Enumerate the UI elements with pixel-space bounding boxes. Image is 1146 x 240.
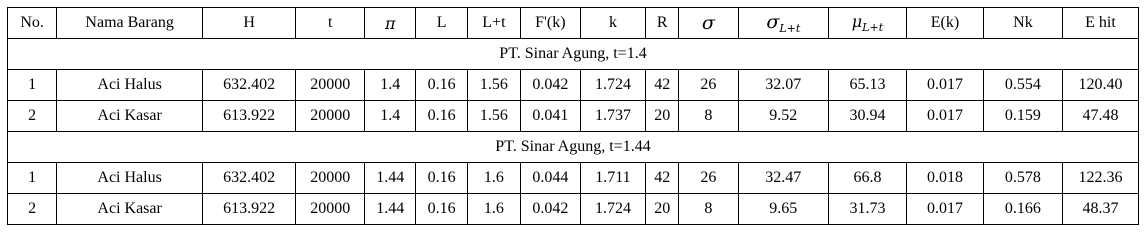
header-h: H	[202, 8, 295, 39]
cell-t: 20000	[296, 163, 365, 194]
cell-nama: Aci Kasar	[57, 194, 203, 225]
section-title: PT. Sinar Agung, t=1.44	[8, 132, 1139, 163]
cell-h: 632.402	[202, 70, 295, 101]
cell-no: 1	[8, 70, 57, 101]
cell-fk: 0.042	[521, 70, 581, 101]
cell-pi: 1.44	[365, 163, 416, 194]
cell-sigma-lt: 32.47	[738, 163, 828, 194]
cell-mu-lt: 31.73	[828, 194, 906, 225]
cell-lt: 1.6	[467, 163, 520, 194]
cell-sigma: 8	[679, 101, 739, 132]
cell-sigma: 26	[679, 70, 739, 101]
header-sigma-l-plus-t	[738, 8, 828, 39]
cell-t: 20000	[296, 101, 365, 132]
cell-mu-lt: 66.8	[828, 163, 906, 194]
cell-ek: 0.017	[906, 194, 983, 225]
cell-l: 0.16	[416, 163, 467, 194]
cell-k: 1.724	[580, 194, 646, 225]
cell-ehit: 48.37	[1062, 194, 1138, 225]
cell-l: 0.16	[416, 101, 467, 132]
header-e-k: E(k)	[906, 8, 983, 39]
table-row	[8, 101, 1139, 132]
header-nk: Nk	[983, 8, 1062, 39]
cell-fk: 0.044	[521, 163, 581, 194]
mu-symbol: μ	[851, 12, 863, 31]
cell-nk: 0.159	[983, 101, 1062, 132]
cell-mu-lt: 65.13	[828, 70, 906, 101]
header-k: k	[580, 8, 646, 39]
cell-l: 0.16	[416, 70, 467, 101]
section-title: PT. Sinar Agung, t=1.4	[8, 39, 1139, 70]
cell-mu-lt: 30.94	[828, 101, 906, 132]
cell-h: 613.922	[202, 101, 295, 132]
cell-h: 613.922	[202, 194, 295, 225]
cell-nk: 0.578	[983, 163, 1062, 194]
cell-no: 2	[8, 194, 57, 225]
cell-ek: 0.017	[906, 101, 983, 132]
cell-r: 20	[646, 101, 679, 132]
cell-h: 632.402	[202, 163, 295, 194]
cell-sigma-lt: 9.52	[738, 101, 828, 132]
cell-lt: 1.6	[467, 194, 520, 225]
header-sigma: σ	[679, 8, 739, 39]
cell-t: 20000	[296, 70, 365, 101]
header-f-prime-k: F'(k)	[521, 8, 581, 39]
header-mu-l-plus-t	[828, 8, 906, 39]
cell-ek: 0.018	[906, 163, 983, 194]
cell-ehit: 47.48	[1062, 101, 1138, 132]
table-row	[8, 163, 1139, 194]
cell-nama: Aci Kasar	[57, 101, 203, 132]
cell-fk: 0.042	[521, 194, 581, 225]
cell-lt: 1.56	[467, 70, 520, 101]
section-title-row	[8, 132, 1139, 163]
sigma-subscript: L+t	[779, 22, 801, 35]
cell-nk: 0.166	[983, 194, 1062, 225]
table-row	[8, 70, 1139, 101]
cell-pi: 1.4	[365, 101, 416, 132]
cell-sigma-lt: 9.65	[738, 194, 828, 225]
header-row	[8, 8, 1139, 39]
cell-k: 1.711	[580, 163, 646, 194]
sigma-symbol: σ	[766, 11, 780, 33]
cell-pi: 1.44	[365, 194, 416, 225]
section-title-row	[8, 39, 1139, 70]
results-table	[7, 7, 1139, 225]
header-pi: π	[365, 8, 416, 39]
cell-pi: 1.4	[365, 70, 416, 101]
cell-nk: 0.554	[983, 70, 1062, 101]
cell-sigma: 26	[679, 163, 739, 194]
cell-r: 20	[646, 194, 679, 225]
header-r: R	[646, 8, 679, 39]
header-l-plus-t: L+t	[467, 8, 520, 39]
header-e-hit: E hit	[1062, 8, 1138, 39]
header-l: L	[416, 8, 467, 39]
cell-nama: Aci Halus	[57, 163, 203, 194]
cell-sigma-lt: 32.07	[738, 70, 828, 101]
cell-nama: Aci Halus	[57, 70, 203, 101]
cell-k: 1.724	[580, 70, 646, 101]
cell-ehit: 122.36	[1062, 163, 1138, 194]
cell-ehit: 120.40	[1062, 70, 1138, 101]
table-row	[8, 194, 1139, 225]
header-no: No.	[8, 8, 57, 39]
cell-l: 0.16	[416, 194, 467, 225]
cell-lt: 1.56	[467, 101, 520, 132]
cell-r: 42	[646, 163, 679, 194]
cell-k: 1.737	[580, 101, 646, 132]
cell-no: 1	[8, 163, 57, 194]
cell-no: 2	[8, 101, 57, 132]
header-t: t	[296, 8, 365, 39]
cell-fk: 0.041	[521, 101, 581, 132]
cell-ek: 0.017	[906, 70, 983, 101]
header-nama-barang: Nama Barang	[57, 8, 203, 39]
cell-sigma: 8	[679, 194, 739, 225]
cell-t: 20000	[296, 194, 365, 225]
mu-subscript: L+t	[862, 21, 884, 34]
cell-r: 42	[646, 70, 679, 101]
